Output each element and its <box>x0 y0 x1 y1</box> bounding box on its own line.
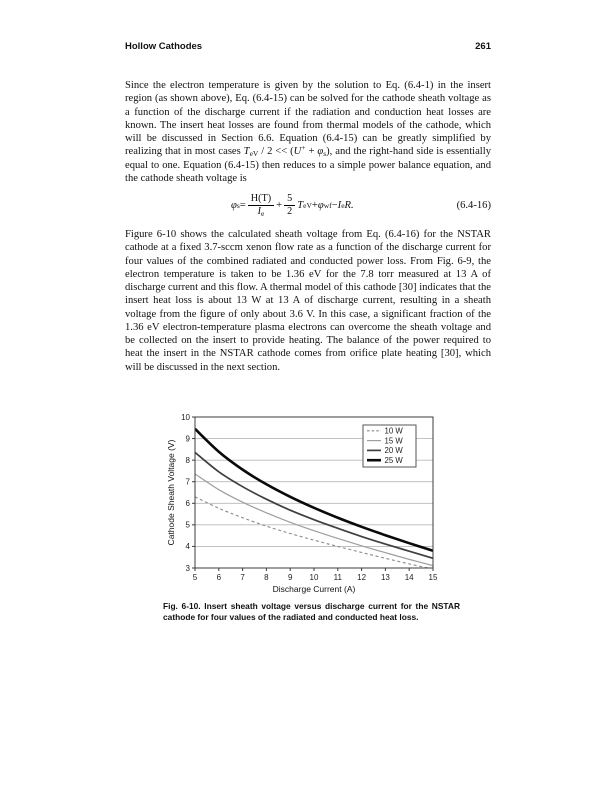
y-tick-label: 5 <box>185 520 190 530</box>
x-tick-label: 8 <box>264 573 269 582</box>
body-text <box>125 79 491 374</box>
x-tick-label: 9 <box>287 573 293 582</box>
equation-6-4-16 <box>125 193 491 218</box>
figure-caption: Fig. 6-10. Insert sheath voltage versus discharge current for the NSTAR cathode for four values of the radiated and conducted heat loss. <box>163 601 460 622</box>
x-tick-label: 5 <box>192 573 198 582</box>
running-head <box>125 41 491 52</box>
y-axis-label: Cathode Sheath Voltage (V) <box>166 439 176 546</box>
eq-phi-s: φ <box>231 199 237 211</box>
y-tick-label: 7 <box>185 477 190 487</box>
legend-label: 10 W <box>384 426 403 436</box>
y-tick-label: 9 <box>185 434 190 444</box>
y-tick-label: 6 <box>185 499 190 509</box>
paragraph-2: Figure 6-10 shows the calculated sheath voltage from Eq. (6.4-16) for the NSTAR cathode at a fixed 3.7-sccm xenon flow rate as a function of the discharge current for four values of the combined radiated and conducted power loss. From Fig. 6-9, the electron temperature is taken to be 1.36 eV for the 7.8 torr measured at 13 A of discharge current and this flow. A thermal model of this cathode [30] indicates that the insert heat loss is about 13 W at 13 A of discharge current, resulting in a sheath voltage from the figure of only about 3.6 V. In this case, a significant fraction of the 1.36 eV electron-temperature plasma electrons can overcome the sheath voltage and be collected on the insert to provide heating. The balance of the power required to heat the insert in the NSTAR cathode comes from orifice plate heating [30], which will be discussed in the next section. <box>125 229 491 373</box>
legend <box>363 425 416 467</box>
x-axis-label: Discharge Current (A) <box>272 584 356 594</box>
y-tick-label: 3 <box>185 563 190 573</box>
paragraph-1-text: Since the electron temperature is given by the solution to Eq. (6.4-1) in the insert region (as shown above), Eq. (6.4-15) can be solved for the cathode sheath voltage as a function of the discharge current if the radiation and conduction heat losses are known. The insert heat losses are found from thermal models of the cathode, which will be discussed in Section 6.6. Equation (6.4-15) can be greatly simplified by realizing that in most cases <box>125 80 491 158</box>
x-tick-label: 10 <box>309 573 319 582</box>
x-tick-label: 12 <box>357 573 367 582</box>
legend-label: 25 W <box>384 455 403 465</box>
legend-label: 20 W <box>384 446 403 456</box>
x-tick-label: 7 <box>240 573 245 582</box>
eq-phi-wf: φ <box>317 199 324 211</box>
y-tick-label: 10 <box>181 412 190 422</box>
x-tick-label: 15 <box>428 573 438 582</box>
equation-body: φ s = $\frac{H(T)}{I_e}$ + $\frac{5}{2}$ T eV + φ wf − I e R. <box>231 193 354 219</box>
x-tick-label: 6 <box>216 573 222 582</box>
running-head-title: Hollow Cathodes <box>125 41 203 52</box>
page-number: 261 <box>475 41 491 52</box>
figure-6-10-chart <box>158 404 458 604</box>
legend-label: 15 W <box>384 436 403 446</box>
x-tick-label: 13 <box>380 573 390 582</box>
eq-fraction-5-over-2: $\frac{5}{2}$ <box>284 193 295 218</box>
eq-T-eV: T <box>297 199 304 211</box>
paragraph-1-text-after: and the right-hand side is essentially equal to one. Equation (6.4-15) then reduces to a simple power balance equation, and the cathode sheath voltage is <box>125 146 491 184</box>
series-line-20w <box>195 452 433 558</box>
inline-math-TeV: $T_{eV} / 2 << (U^+ + \varphi_s)$, <box>243 143 333 159</box>
paragraph-1 <box>125 79 491 185</box>
eq-Ie-R: I <box>337 199 342 211</box>
equation-number: (6.4-16) <box>456 199 491 211</box>
x-tick-label: 11 <box>333 573 342 582</box>
y-tick-label: 4 <box>185 542 190 552</box>
y-tick-label: 8 <box>185 455 190 465</box>
x-tick-label: 14 <box>404 573 414 582</box>
eq-fraction-H-over-Ie: $\frac{H(T)}{I_e}$ <box>248 193 274 218</box>
